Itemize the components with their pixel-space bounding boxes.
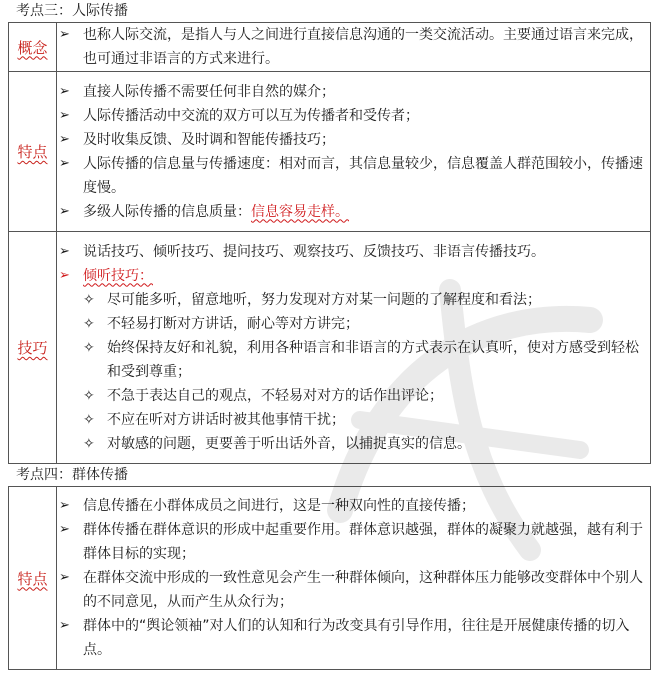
arrow-bullet-icon: ➢ [59, 243, 70, 259]
arrow-bullet-icon: ➢ [59, 155, 70, 171]
list-item: ➢ 也称人际交流，是指人与人之间进行直接信息沟通的一类交流活动。主要通过语言来完成，也可通过非语言的方式来进行。 [57, 23, 650, 71]
list-item: ➢ 及时收集反馈、及时调和智能传播技巧； [57, 128, 650, 152]
arrow-bullet-icon: ➢ [59, 203, 70, 219]
group-features-content [57, 487, 651, 670]
list-item: ➢ 人际传播活动中交流的双方可以互为传播者和受传者； [57, 104, 650, 128]
diamond-star-icon: ✧ [83, 291, 95, 308]
list-item: ➢ 直接人际传播不需要任何非自然的媒介； [57, 80, 650, 104]
group-features-row [9, 487, 651, 670]
list-item: ➢ 信息传播在小群体成员之间进行，这是一种双向性的直接传播； [57, 494, 650, 518]
sub-list-item: ✧ 尽可能多听，留意地听，努力发现对方对某一问题的了解程度和看法； [57, 288, 650, 312]
arrow-bullet-icon: ➢ [59, 618, 70, 633]
arrow-bullet-icon: ➢ [59, 570, 70, 585]
concept-row [9, 23, 651, 72]
list-item: ➢ 群体传播在群体意识的形成中起重要作用。群体意识越强，群体的凝聚力就越强，越有利于群体目标的实现； [57, 518, 650, 566]
arrow-bullet-icon: ➢ [59, 498, 70, 513]
diamond-star-icon: ✧ [83, 339, 95, 356]
arrow-bullet-icon: ➢ [59, 107, 70, 123]
skills-row [9, 232, 651, 464]
list-item: ➢ 倾听技巧： [57, 264, 650, 288]
list-item: ➢ 说话技巧、倾听技巧、提问技巧、观察技巧、反馈技巧、非语言传播技巧。 [57, 240, 650, 264]
concept-label: 概念 [9, 23, 57, 72]
section-3-table [8, 22, 651, 464]
list-item: ➢ 多级人际传播的信息质量：信息容易走样。 [57, 200, 650, 224]
list-item: ➢ 群体中的“舆论领袖”对人们的认知和行为改变具有引导作用，往往是开展健康传播的切入点。 [57, 614, 650, 662]
arrow-bullet-icon: ➢ [59, 522, 70, 537]
features-row [9, 72, 651, 232]
list-item: ➢ 在群体交流中形成的一致性意见会产生一种群体倾向，这种群体压力能够改变群体中个别人的不同意见，从而产生从众行为； [57, 566, 650, 614]
arrow-bullet-icon: ➢ [59, 83, 70, 99]
section-4-table [8, 486, 651, 670]
highlight-text: 信息容易走样。 [251, 203, 349, 220]
sub-list-item: ✧ 不应在听对方讲话时被其他事情干扰； [57, 408, 650, 432]
section-4-title: 考点四：群体传播 [16, 467, 128, 483]
skills-label: 技巧 [9, 232, 57, 464]
sub-list-item: ✧ 对敏感的问题，更要善于听出话外音，以捕捉真实的信息。 [57, 432, 650, 456]
sub-list-item: ✧ 始终保持友好和礼貌，利用各种语言和非语言的方式表示在认真听，使对方感受到轻松和受到尊重； [57, 336, 650, 384]
arrow-bullet-icon: ➢ [59, 267, 70, 283]
concept-content [57, 23, 651, 72]
group-features-label: 特点 [9, 487, 57, 670]
diamond-star-icon: ✧ [83, 315, 95, 332]
sub-list-item: ✧ 不轻易打断对方讲话，耐心等对方讲完； [57, 312, 650, 336]
arrow-bullet-icon: ➢ [59, 27, 70, 42]
diamond-star-icon: ✧ [83, 411, 95, 428]
sub-list-item: ✧ 不急于表达自己的观点，不轻易对对方的话作出评论； [57, 384, 650, 408]
skills-content [57, 232, 651, 464]
list-item: ➢ 人际传播的信息量与传播速度：相对而言，其信息量较少，信息覆盖人群范围较小，传播速度慢。 [57, 152, 650, 200]
diamond-star-icon: ✧ [83, 387, 95, 404]
features-label: 特点 [9, 72, 57, 232]
arrow-bullet-icon: ➢ [59, 131, 70, 147]
features-content [57, 72, 651, 232]
diamond-star-icon: ✧ [83, 435, 95, 452]
section-3-title: 考点三：人际传播 [16, 3, 128, 19]
